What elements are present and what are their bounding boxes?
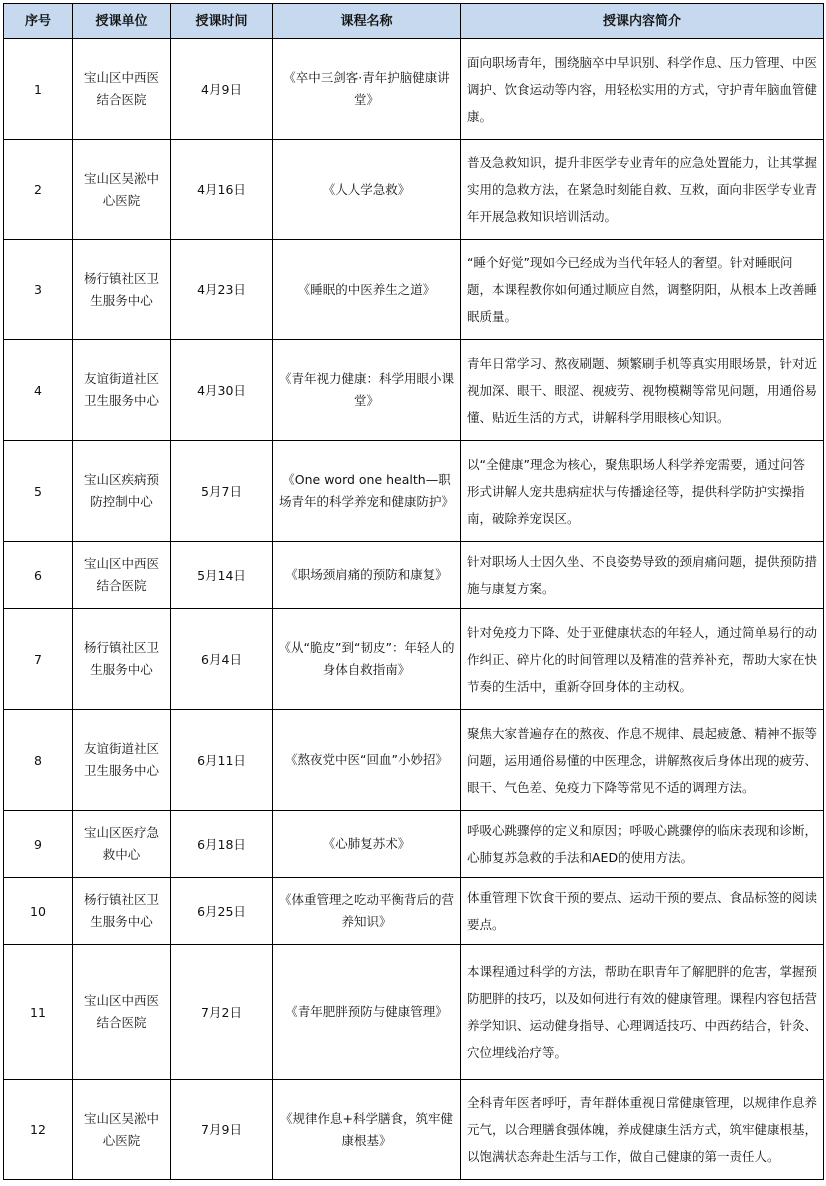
row-no: 6 [4,542,73,609]
table-header-row [4,4,824,39]
header-no: 序号 [4,4,73,39]
row-desc: 针对免疫力下降、处于亚健康状态的年轻人，通过简单易行的动作纠正、碎片化的时间管理以及精准的营养补充，帮助大家在快节奏的生活中，重新夺回身体的主动权。 [461,609,824,710]
row-date: 6月11日 [171,710,273,811]
row-no: 12 [4,1080,73,1180]
table-row [4,441,824,542]
row-no: 10 [4,878,73,945]
row-course: 《从“脆皮”到“韧皮”：年轻人的身体自救指南》 [273,609,461,710]
table-row [4,878,824,945]
row-course: 《职场颈肩痛的预防和康复》 [273,542,461,609]
row-unit: 杨行镇社区卫生服务中心 [73,609,171,710]
header-desc: 授课内容简介 [461,4,824,39]
row-course: 《熬夜党中医“回血”小妙招》 [273,710,461,811]
row-unit: 宝山区吴淞中心医院 [73,140,171,240]
table-row [4,1080,824,1180]
table-row [4,609,824,710]
table-row [4,240,824,340]
row-course: 《人人学急救》 [273,140,461,240]
row-unit: 友谊街道社区卫生服务中心 [73,710,171,811]
row-course: 《心肺复苏术》 [273,811,461,878]
row-desc: 呼吸心跳骤停的定义和原因；呼吸心跳骤停的临床表现和诊断，心肺复苏急救的手法和AED的使用方法。 [461,811,824,878]
header-unit: 授课单位 [73,4,171,39]
table-row [4,710,824,811]
row-desc: 青年日常学习、熬夜刷题、频繁刷手机等真实用眼场景，针对近视加深、眼干、眼涩、视疲劳、视物模糊等常见问题，用通俗易懂、贴近生活的方式，讲解科学用眼核心知识。 [461,340,824,441]
row-no: 1 [4,39,73,140]
row-no: 4 [4,340,73,441]
table-row [4,945,824,1080]
row-date: 4月30日 [171,340,273,441]
row-desc: 本课程通过科学的方法，帮助在职青年了解肥胖的危害，掌握预防肥胖的技巧，以及如何进行有效的健康管理。课程内容包括营养学知识、运动健身指导、心理调适技巧、中西药结合，针灸、穴位埋线治疗等。 [461,945,824,1080]
row-no: 8 [4,710,73,811]
row-no: 7 [4,609,73,710]
row-no: 11 [4,945,73,1080]
row-course: 《睡眠的中医养生之道》 [273,240,461,340]
table-row [4,140,824,240]
row-date: 4月9日 [171,39,273,140]
table-row [4,39,824,140]
row-no: 3 [4,240,73,340]
header-date: 授课时间 [171,4,273,39]
row-unit: 宝山区中西医结合医院 [73,945,171,1080]
row-desc: 针对职场人士因久坐、不良姿势导致的颈肩痛问题，提供预防措施与康复方案。 [461,542,824,609]
row-date: 7月2日 [171,945,273,1080]
row-unit: 杨行镇社区卫生服务中心 [73,240,171,340]
table-row [4,340,824,441]
row-date: 7月9日 [171,1080,273,1180]
row-unit: 友谊街道社区卫生服务中心 [73,340,171,441]
row-desc: 聚焦大家普遍存在的熬夜、作息不规律、晨起疲惫、精神不振等问题，运用通俗易懂的中医理念，讲解熬夜后身体出现的疲劳、眼干、气色差、免疫力下降等常见不适的调理方法。 [461,710,824,811]
row-date: 6月4日 [171,609,273,710]
row-date: 4月23日 [171,240,273,340]
row-course: 《青年视力健康：科学用眼小课堂》 [273,340,461,441]
row-desc: 普及急救知识，提升非医学专业青年的应急处置能力，让其掌握实用的急救方法，在紧急时刻能自救、互救，面向非医学专业青年开展急救知识培训活动。 [461,140,824,240]
row-unit: 宝山区医疗急救中心 [73,811,171,878]
row-desc: 以“全健康”理念为核心，聚焦职场人科学养宠需要，通过问答形式讲解人宠共患病症状与传播途径等，提供科学防护实操指南，破除养宠误区。 [461,441,824,542]
row-course: 《规律作息+科学膳食，筑牢健康根基》 [273,1080,461,1180]
row-course: 《青年肥胖预防与健康管理》 [273,945,461,1080]
row-unit: 宝山区中西医结合医院 [73,542,171,609]
table-row [4,542,824,609]
row-course: 《卒中三剑客·青年护脑健康讲堂》 [273,39,461,140]
row-course: 《One word one health—职场青年的科学养宠和健康防护》 [273,441,461,542]
row-desc: 体重管理下饮食干预的要点、运动干预的要点、食品标签的阅读要点。 [461,878,824,945]
row-desc: “睡个好觉”现如今已经成为当代年轻人的奢望。针对睡眠问题，本课程教你如何通过顺应自然，调整阴阳，从根本上改善睡眠质量。 [461,240,824,340]
row-no: 5 [4,441,73,542]
course-schedule-table [3,3,824,1180]
row-date: 5月14日 [171,542,273,609]
row-course: 《体重管理之吃动平衡背后的营养知识》 [273,878,461,945]
row-desc: 面向职场青年，围绕脑卒中早识别、科学作息、压力管理、中医调护、饮食运动等内容，用轻松实用的方式，守护青年脑血管健康。 [461,39,824,140]
row-desc: 全科青年医者呼吁，青年群体重视日常健康管理，以规律作息养元气，以合理膳食强体魄，养成健康生活方式，筑牢健康根基，以饱满状态奔赴生活与工作，做自己健康的第一责任人。 [461,1080,824,1180]
row-unit: 宝山区吴淞中心医院 [73,1080,171,1180]
row-unit: 杨行镇社区卫生服务中心 [73,878,171,945]
row-unit: 宝山区中西医结合医院 [73,39,171,140]
row-no: 9 [4,811,73,878]
table-row [4,811,824,878]
row-date: 5月7日 [171,441,273,542]
row-date: 6月25日 [171,878,273,945]
row-unit: 宝山区疾病预防控制中心 [73,441,171,542]
row-date: 6月18日 [171,811,273,878]
row-date: 4月16日 [171,140,273,240]
row-no: 2 [4,140,73,240]
header-course: 课程名称 [273,4,461,39]
